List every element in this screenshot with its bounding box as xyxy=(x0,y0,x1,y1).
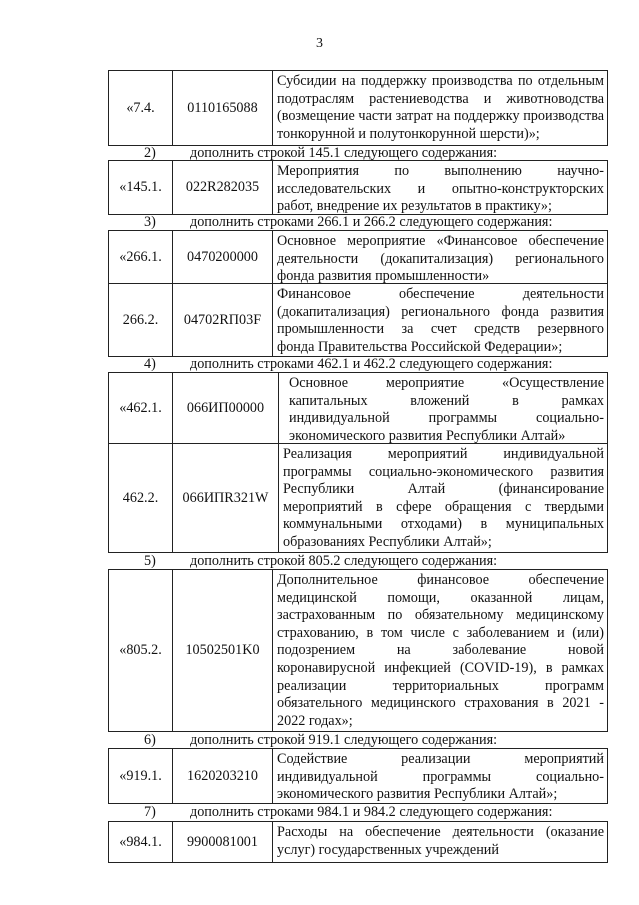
table-row xyxy=(108,70,608,146)
page-number: 3 xyxy=(316,36,323,51)
row-description xyxy=(273,161,607,214)
table-row xyxy=(108,283,608,357)
row-code: «805.2. xyxy=(109,570,173,731)
description-line: Реализация мероприятий индивидуальной xyxy=(283,446,604,462)
description-line: услуг) государственных учреждений xyxy=(277,841,499,858)
description-line: Содействие реализации мероприятий xyxy=(277,751,604,767)
description-line: Основное мероприятие «Финансовое обеспечение xyxy=(277,233,604,249)
description-line: образованиях Республики Алтай»; xyxy=(283,533,492,550)
insertion-instruction xyxy=(108,553,608,569)
description-line: исследовательских и опытно-конструкторских xyxy=(277,180,604,197)
row-code: «7.4. xyxy=(109,71,173,145)
description-line: реализации территориальных программ xyxy=(277,677,604,694)
row-code: 462.2. xyxy=(109,444,173,552)
description-line: экономического развития Республики Алтай»; xyxy=(277,786,558,803)
insertion-instruction xyxy=(108,145,608,161)
table-row xyxy=(108,443,608,553)
description-line: Мероприятия по выполнению научно- xyxy=(277,163,604,179)
description-line: индивидуальной программы социально- xyxy=(277,768,604,785)
description-line: тонкорунной и полутонкорунной шерсти)»; xyxy=(277,125,540,142)
row-code: «266.1. xyxy=(109,231,173,283)
description-line: Финансовое обеспечение деятельности xyxy=(277,286,604,302)
description-line: мероприятий в сфере обращения с твердыми xyxy=(283,498,604,515)
description-line: Основное мероприятие «Осуществление xyxy=(289,375,604,391)
description-line: Республики Алтай (финансирование xyxy=(283,481,604,498)
instruction-number: 5) xyxy=(144,553,156,569)
description-line: программы социально-экономического развития xyxy=(283,463,604,480)
description-line: деятельности (докапитализация) регионального xyxy=(277,250,604,267)
description-line: подотраслям растениеводства и животноводства xyxy=(277,90,604,107)
row-description xyxy=(273,570,607,731)
row-kbk: 066ИПR321W xyxy=(173,444,279,552)
instruction-text: дополнить строками 984.1 и 984.2 следующего содержания: xyxy=(190,804,553,820)
table-row xyxy=(108,230,608,284)
instruction-text: дополнить строками 266.1 и 266.2 следующего содержания: xyxy=(190,214,553,230)
description-line: обязательного медицинского страхования в 2021 - xyxy=(277,695,604,712)
instruction-text: дополнить строкой 145.1 следующего содержания: xyxy=(190,145,498,161)
row-code: «462.1. xyxy=(109,373,173,443)
table-row xyxy=(108,160,608,215)
description-line: 2022 годах»; xyxy=(277,712,353,729)
description-line: Субсидии на поддержку производства по отдельным xyxy=(277,73,604,89)
description-line: индивидуальной программы социально- xyxy=(289,410,604,427)
insertion-instruction xyxy=(108,732,608,748)
row-code: «919.1. xyxy=(109,749,173,803)
table-row xyxy=(108,821,608,863)
table-row xyxy=(108,372,608,444)
instruction-number: 4) xyxy=(144,356,156,372)
description-line: коронавирусной инфекцией (COVID-19), в рамках xyxy=(277,659,604,676)
description-line: промышленности за счет средств резервного xyxy=(277,321,604,338)
description-line: фонда развития промышленности» xyxy=(277,268,490,285)
description-line: Дополнительное финансовое обеспечение xyxy=(277,572,604,588)
instruction-text: дополнить строкой 805.2 следующего содержания: xyxy=(190,553,498,569)
row-description xyxy=(273,231,607,283)
row-kbk: 10502501K0 xyxy=(173,570,273,731)
description-line: капитальных вложений в рамках xyxy=(289,392,604,409)
row-kbk: 04702RП03F xyxy=(173,284,273,356)
insertion-instruction xyxy=(108,214,608,230)
row-description xyxy=(279,373,607,443)
description-line: (докапитализация) регионального фонда развития xyxy=(277,303,604,320)
instruction-number: 2) xyxy=(144,145,156,161)
description-line: (возмещение части затрат на поддержку производства xyxy=(277,108,604,125)
table-row xyxy=(108,569,608,732)
row-code: «145.1. xyxy=(109,161,173,214)
table-row xyxy=(108,748,608,804)
description-line: Расходы на обеспечение деятельности (оказание xyxy=(277,824,604,840)
insertion-instruction xyxy=(108,804,608,820)
description-line: подозрением на заболевание новой xyxy=(277,642,604,659)
row-description xyxy=(279,444,607,552)
description-line: экономического развития Республики Алтай» xyxy=(289,427,566,444)
insertion-instruction xyxy=(108,356,608,372)
row-kbk: 0470200000 xyxy=(173,231,273,283)
instruction-number: 3) xyxy=(144,214,156,230)
description-line: работ, внедрение их результатов в практику»; xyxy=(277,198,552,215)
description-line: медицинской помощи, оказанной лицам, xyxy=(277,589,604,606)
instruction-number: 6) xyxy=(144,732,156,748)
row-kbk: 066ИП00000 xyxy=(173,373,279,443)
row-kbk: 1620203210 xyxy=(173,749,273,803)
row-description xyxy=(273,284,607,356)
description-line: коммунальными отходами) в муниципальных xyxy=(283,516,604,533)
instruction-number: 7) xyxy=(144,804,156,820)
row-description xyxy=(273,71,607,145)
row-description xyxy=(273,749,607,803)
row-description xyxy=(273,822,607,862)
row-code: «984.1. xyxy=(109,822,173,862)
instruction-text: дополнить строками 462.1 и 462.2 следующего содержания: xyxy=(190,356,553,372)
row-kbk: 022R282035 xyxy=(173,161,273,214)
row-kbk: 0110165088 xyxy=(173,71,273,145)
description-line: страхованию, в том числе с заболеванием и (или) xyxy=(277,624,604,641)
description-line: фонда Правительства Российской Федерации»; xyxy=(277,338,563,355)
instruction-text: дополнить строкой 919.1 следующего содержания: xyxy=(190,732,498,748)
row-code: 266.2. xyxy=(109,284,173,356)
row-kbk: 9900081001 xyxy=(173,822,273,862)
description-line: застрахованным по обязательному медицинскому xyxy=(277,607,604,624)
